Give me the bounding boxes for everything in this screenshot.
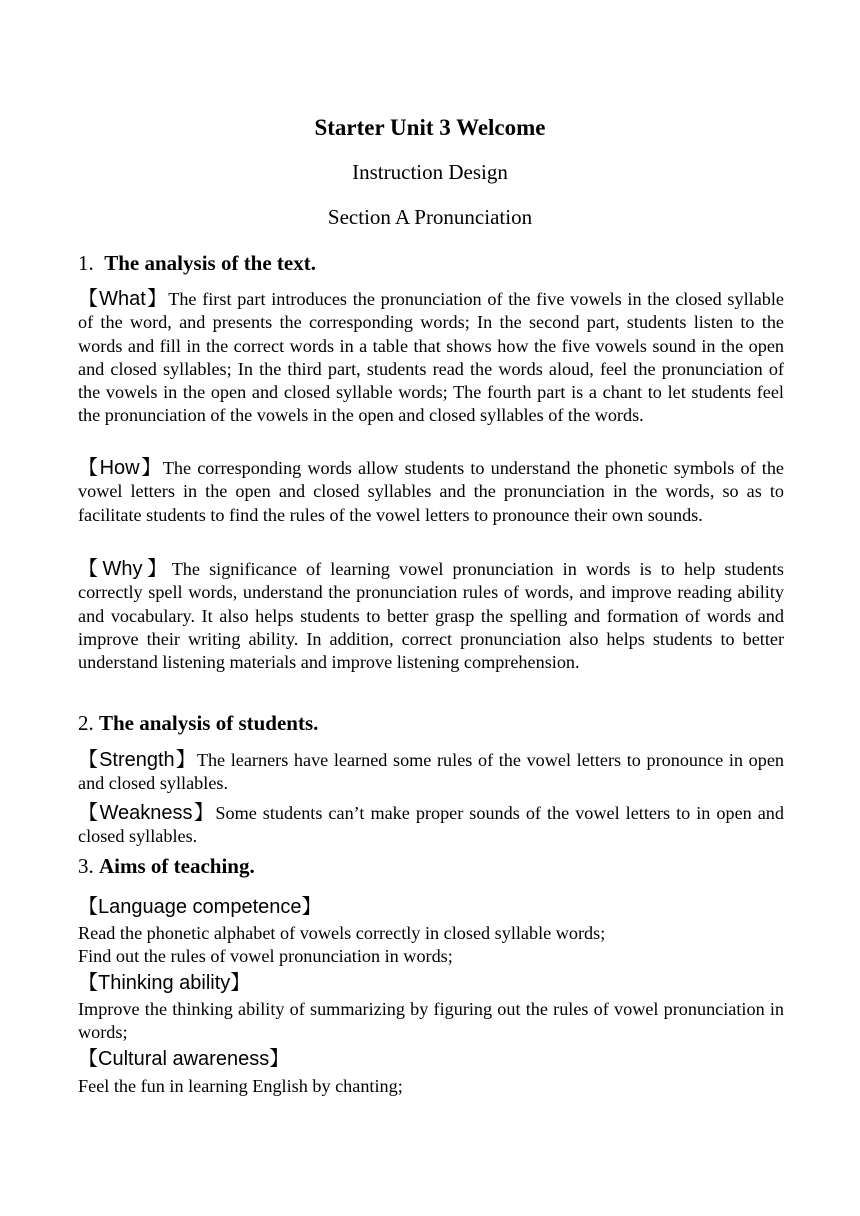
weakness-tag: 【Weakness】	[78, 802, 216, 824]
strength-tag: 【Strength】	[78, 749, 197, 771]
why-tag: 【Why】	[78, 558, 172, 580]
cultural-line-1: Feel the fun in learning English by chanting;	[78, 1076, 403, 1096]
language-line-2: Find out the rules of vowel pronunciation in words;	[78, 946, 453, 966]
document-title: Starter Unit 3 Welcome	[314, 115, 546, 140]
section-2-heading	[78, 709, 318, 737]
section-3-title: Aims of teaching.	[99, 854, 255, 878]
why-paragraph	[78, 558, 784, 674]
section-subtitle: Section A Pronunciation	[327, 205, 533, 229]
what-tag: 【What】	[78, 288, 169, 310]
strength-paragraph	[78, 749, 784, 796]
what-text: The first part introduces the pronunciation of the five vowels in the closed syllable of the word, and presents the corresponding words; In the second part, students listen to the words and fill in the correct words in a table that shows how the five vowels sound in the open and closed syllables; In the third part, students read the words aloud, feel the pronunciation of the vowels in the open and closed syllable words; The fourth part is a chant to let students feel the pronunciation of the vowels in the open and closed syllables of the words.	[78, 289, 784, 426]
weakness-text: Some students can’t make proper sounds of the vowel letters to in open and closed syllables.	[78, 803, 784, 847]
why-text: The significance of learning vowel pronunciation in words is to help students correctly spell words, understand the pronunciation rules of words, and improve reading ability and vocabulary. It also helps students to better grasp the spelling and formation of words and improve their writing ability. In addition, correct pronunciation also helps students to better understand listening materials and improve listening comprehension.	[78, 559, 785, 673]
language-line-1: Read the phonetic alphabet of vowels correctly in closed syllable words;	[78, 923, 606, 943]
what-paragraph	[78, 288, 784, 428]
how-paragraph	[78, 457, 784, 527]
thinking-ability-text: Improve the thinking ability of summarizing by figuring out the rules of vowel pronunciation in words;	[78, 999, 784, 1043]
strength-text: The learners have learned some rules of the vowel letters to pronounce in open and closed syllables.	[78, 750, 784, 794]
section-3-number: 3.	[78, 854, 94, 878]
language-competence-tag: 【Language competence】	[78, 896, 322, 918]
document-subtitle: Instruction Design	[352, 160, 508, 184]
how-text: The corresponding words allow students to understand the phonetic symbols of the vowel letters in the open and closed syllables and the pronunciation in the words, so as to facilitate students to find the rules of the vowel letters to pronounce their own sounds.	[78, 458, 784, 525]
section-1-number: 1.	[78, 251, 94, 275]
section-3-heading	[78, 852, 255, 880]
section-1-heading	[78, 249, 316, 277]
weakness-paragraph	[78, 802, 784, 849]
section-1-title: The analysis of the text.	[104, 251, 316, 275]
how-tag: 【How】	[78, 457, 163, 479]
cultural-awareness-tag: 【Cultural awareness】	[78, 1048, 290, 1070]
section-2-title: The analysis of students.	[99, 711, 319, 735]
section-2-number: 2.	[78, 711, 94, 735]
thinking-ability-tag: 【Thinking ability】	[78, 972, 251, 994]
